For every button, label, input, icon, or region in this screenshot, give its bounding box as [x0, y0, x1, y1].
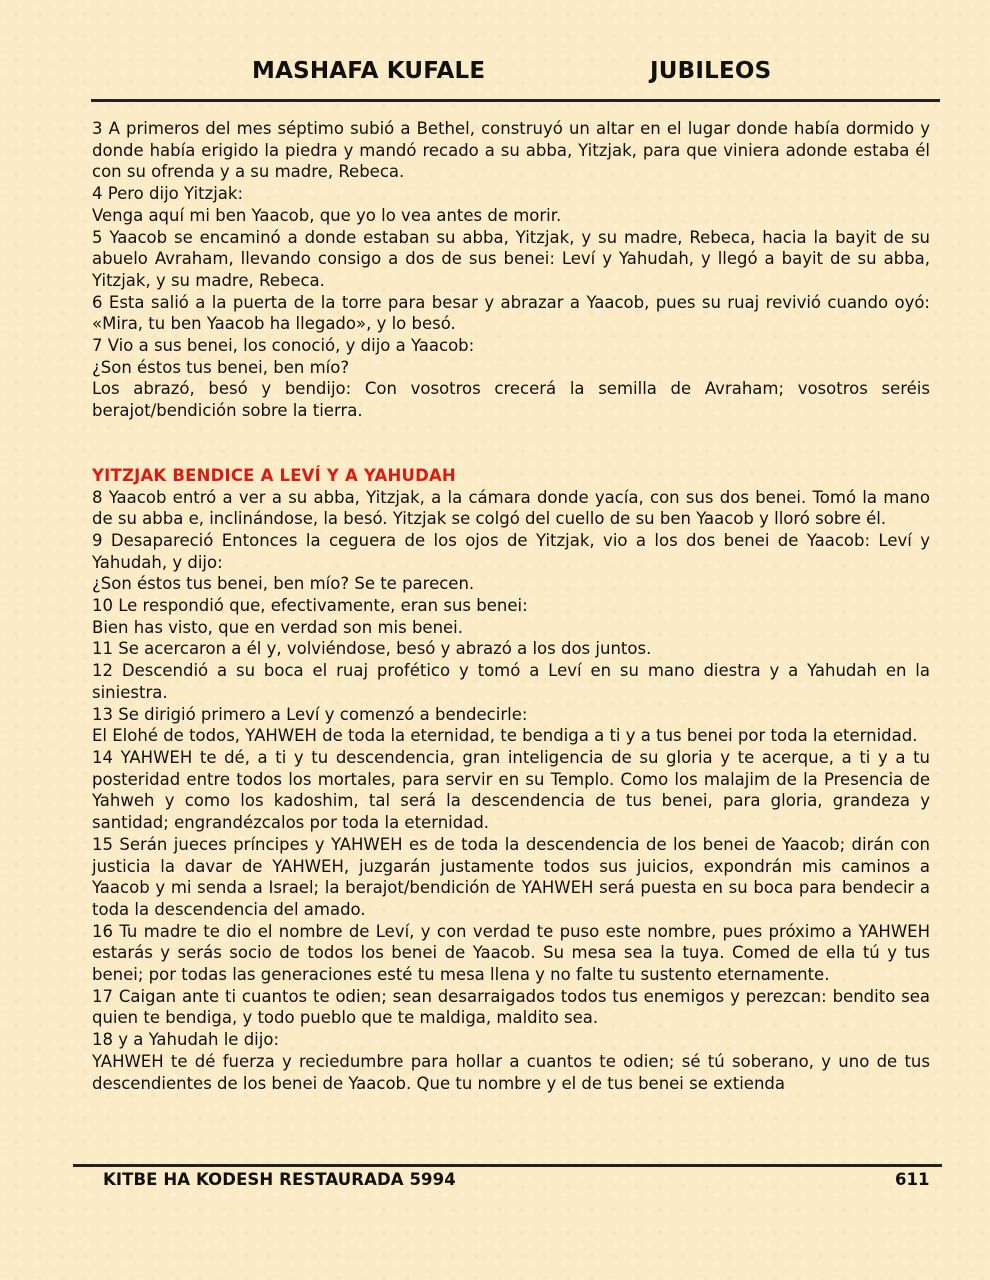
main-text: [92, 118, 930, 1094]
section-title-header: JUBILEOS: [650, 58, 772, 84]
verse-paragraph: ¿Son éstos tus benei, ben mío? Se te parecen.: [92, 574, 475, 594]
verse-paragraph: 14 YAHWEH te dé, a ti y tu descendencia, gran inteligencia de su gloria y te acerque, a ti y a tu posteridad entre todos los mortales, para servir en su Templo. Como los malajim de la Presencia de Yahweh y como los kadoshim, tal será la descendencia de tus benei, para gloria, grandeza y santidad; engrandézcalos por toda la eternidad.: [92, 747, 930, 833]
verse-paragraph: YAHWEH te dé fuerza y reciedumbre para hollar a cuantos te odien; sé tú soberano, y uno de tus descendientes de los benei de Yaacob. Que tu nombre y el de tus benei se extienda: [92, 1051, 930, 1093]
verse-paragraph: 7 Vio a sus benei, los conoció, y dijo a Yaacob:: [92, 336, 475, 356]
verse-paragraph: 10 Le respondió que, efectivamente, eran sus benei:: [92, 596, 528, 616]
verse-paragraph: 9 Desapareció Entonces la ceguera de los ojos de Yitzjak, vio a los dos benei de Yaacob: Leví y Yahudah, y dijo:: [92, 530, 930, 572]
footer-book-name: KITBE HA KODESH RESTAURADA 5994: [103, 1170, 456, 1189]
footer-divider: [73, 1164, 942, 1167]
header-divider: [91, 99, 940, 102]
verse-paragraph: Bien has visto, que en verdad son mis benei.: [92, 617, 464, 637]
verse-paragraph: Venga aquí mi ben Yaacob, que yo lo vea antes de morir.: [92, 205, 562, 225]
page-number: 611: [895, 1170, 930, 1189]
verse-paragraph: 6 Esta salió a la puerta de la torre para besar y abrazar a Yaacob, pues su ruaj revivió cuando oyó: «Mira, tu ben Yaacob ha llegado», y lo besó.: [92, 292, 930, 334]
verse-paragraph: 5 Yaacob se encaminó a donde estaban su abba, Yitzjak, y su madre, Rebeca, hacia la bayit de su abuelo Avraham, llevando consigo a dos de sus benei: Leví y Yahudah, y llegó a bayit de su abba, Yitzjak, y su madre, Rebeca.: [92, 227, 930, 290]
verse-paragraph: 16 Tu madre te dio el nombre de Leví, y con verdad te puso este nombre, pues próximo a YAHWEH estarás y serás socio de todos los benei de Yaacob. Su mesa sea la tuya. Comed de ella tú y tus benei; por todas las generaciones esté tu mesa llena y no falte tu sustento eternamente.: [92, 921, 930, 985]
verse-paragraph: 13 Se dirigió primero a Leví y comenzó a bendecirle:: [92, 704, 528, 724]
verse-paragraph: Los abrazó, besó y bendijo: Con vosotros crecerá la semilla de Avraham; vosotros seréis berajot/bendición sobre la tierra.: [92, 379, 930, 421]
verse-paragraph: 8 Yaacob entró a ver a su abba, Yitzjak, a la cámara donde yacía, con sus dos benei. Tomó la mano de su abba e, inclinándose, la besó. Yitzjak se colgó del cuello de su ben Yaacob y lloró sobre él.: [92, 487, 930, 529]
book-title: MASHAFA KUFALE: [252, 58, 486, 84]
verse-paragraph: 3 A primeros del mes séptimo subió a Bethel, construyó un altar en el lugar donde había dormido y donde había erigido la piedra y mandó recado a su abba, Yitzjak, para que viniera adonde estaba él con su ofrenda y a su madre, Rebeca.: [92, 119, 930, 182]
verse-paragraph: 12 Descendió a su boca el ruaj profético y tomó a Leví en su mano diestra y a Yahudah en la siniestra.: [92, 661, 930, 702]
section-heading: YITZJAK BENDICE A LEVÍ Y A YAHUDAH: [92, 465, 456, 485]
verse-paragraph: ¿Son éstos tus benei, ben mío?: [92, 357, 350, 377]
verse-paragraph: 11 Se acercaron a él y, volviéndose, besó y abrazó a los dos juntos.: [92, 639, 652, 659]
verse-paragraph: El Elohé de todos, YAHWEH de toda la eternidad, te bendiga a ti y a tus benei por toda la eternidad.: [92, 726, 918, 746]
verse-paragraph: 17 Caigan ante ti cuantos te odien; sean desarraigados todos tus enemigos y perezcan: bendito sea quien te bendiga, y todo pueblo que te maldiga, maldito sea.: [92, 986, 930, 1028]
verse-paragraph: 18 y a Yahudah le dijo:: [92, 1030, 280, 1050]
verse-paragraph: 15 Serán jueces príncipes y YAHWEH es de toda la descendencia de los benei de Yaacob; dirán con justicia la davar de YAHWEH, juzgarán justamente todos sus juicios, expondrán mis caminos a Yaacob y mi senda a Israel; la berajot/bendición de YAHWEH será puesta en su boca para bendecir a toda la descendencia del amado.: [92, 834, 930, 919]
page-header: [0, 58, 990, 92]
verse-paragraph: 4 Pero dijo Yitzjak:: [92, 184, 244, 204]
